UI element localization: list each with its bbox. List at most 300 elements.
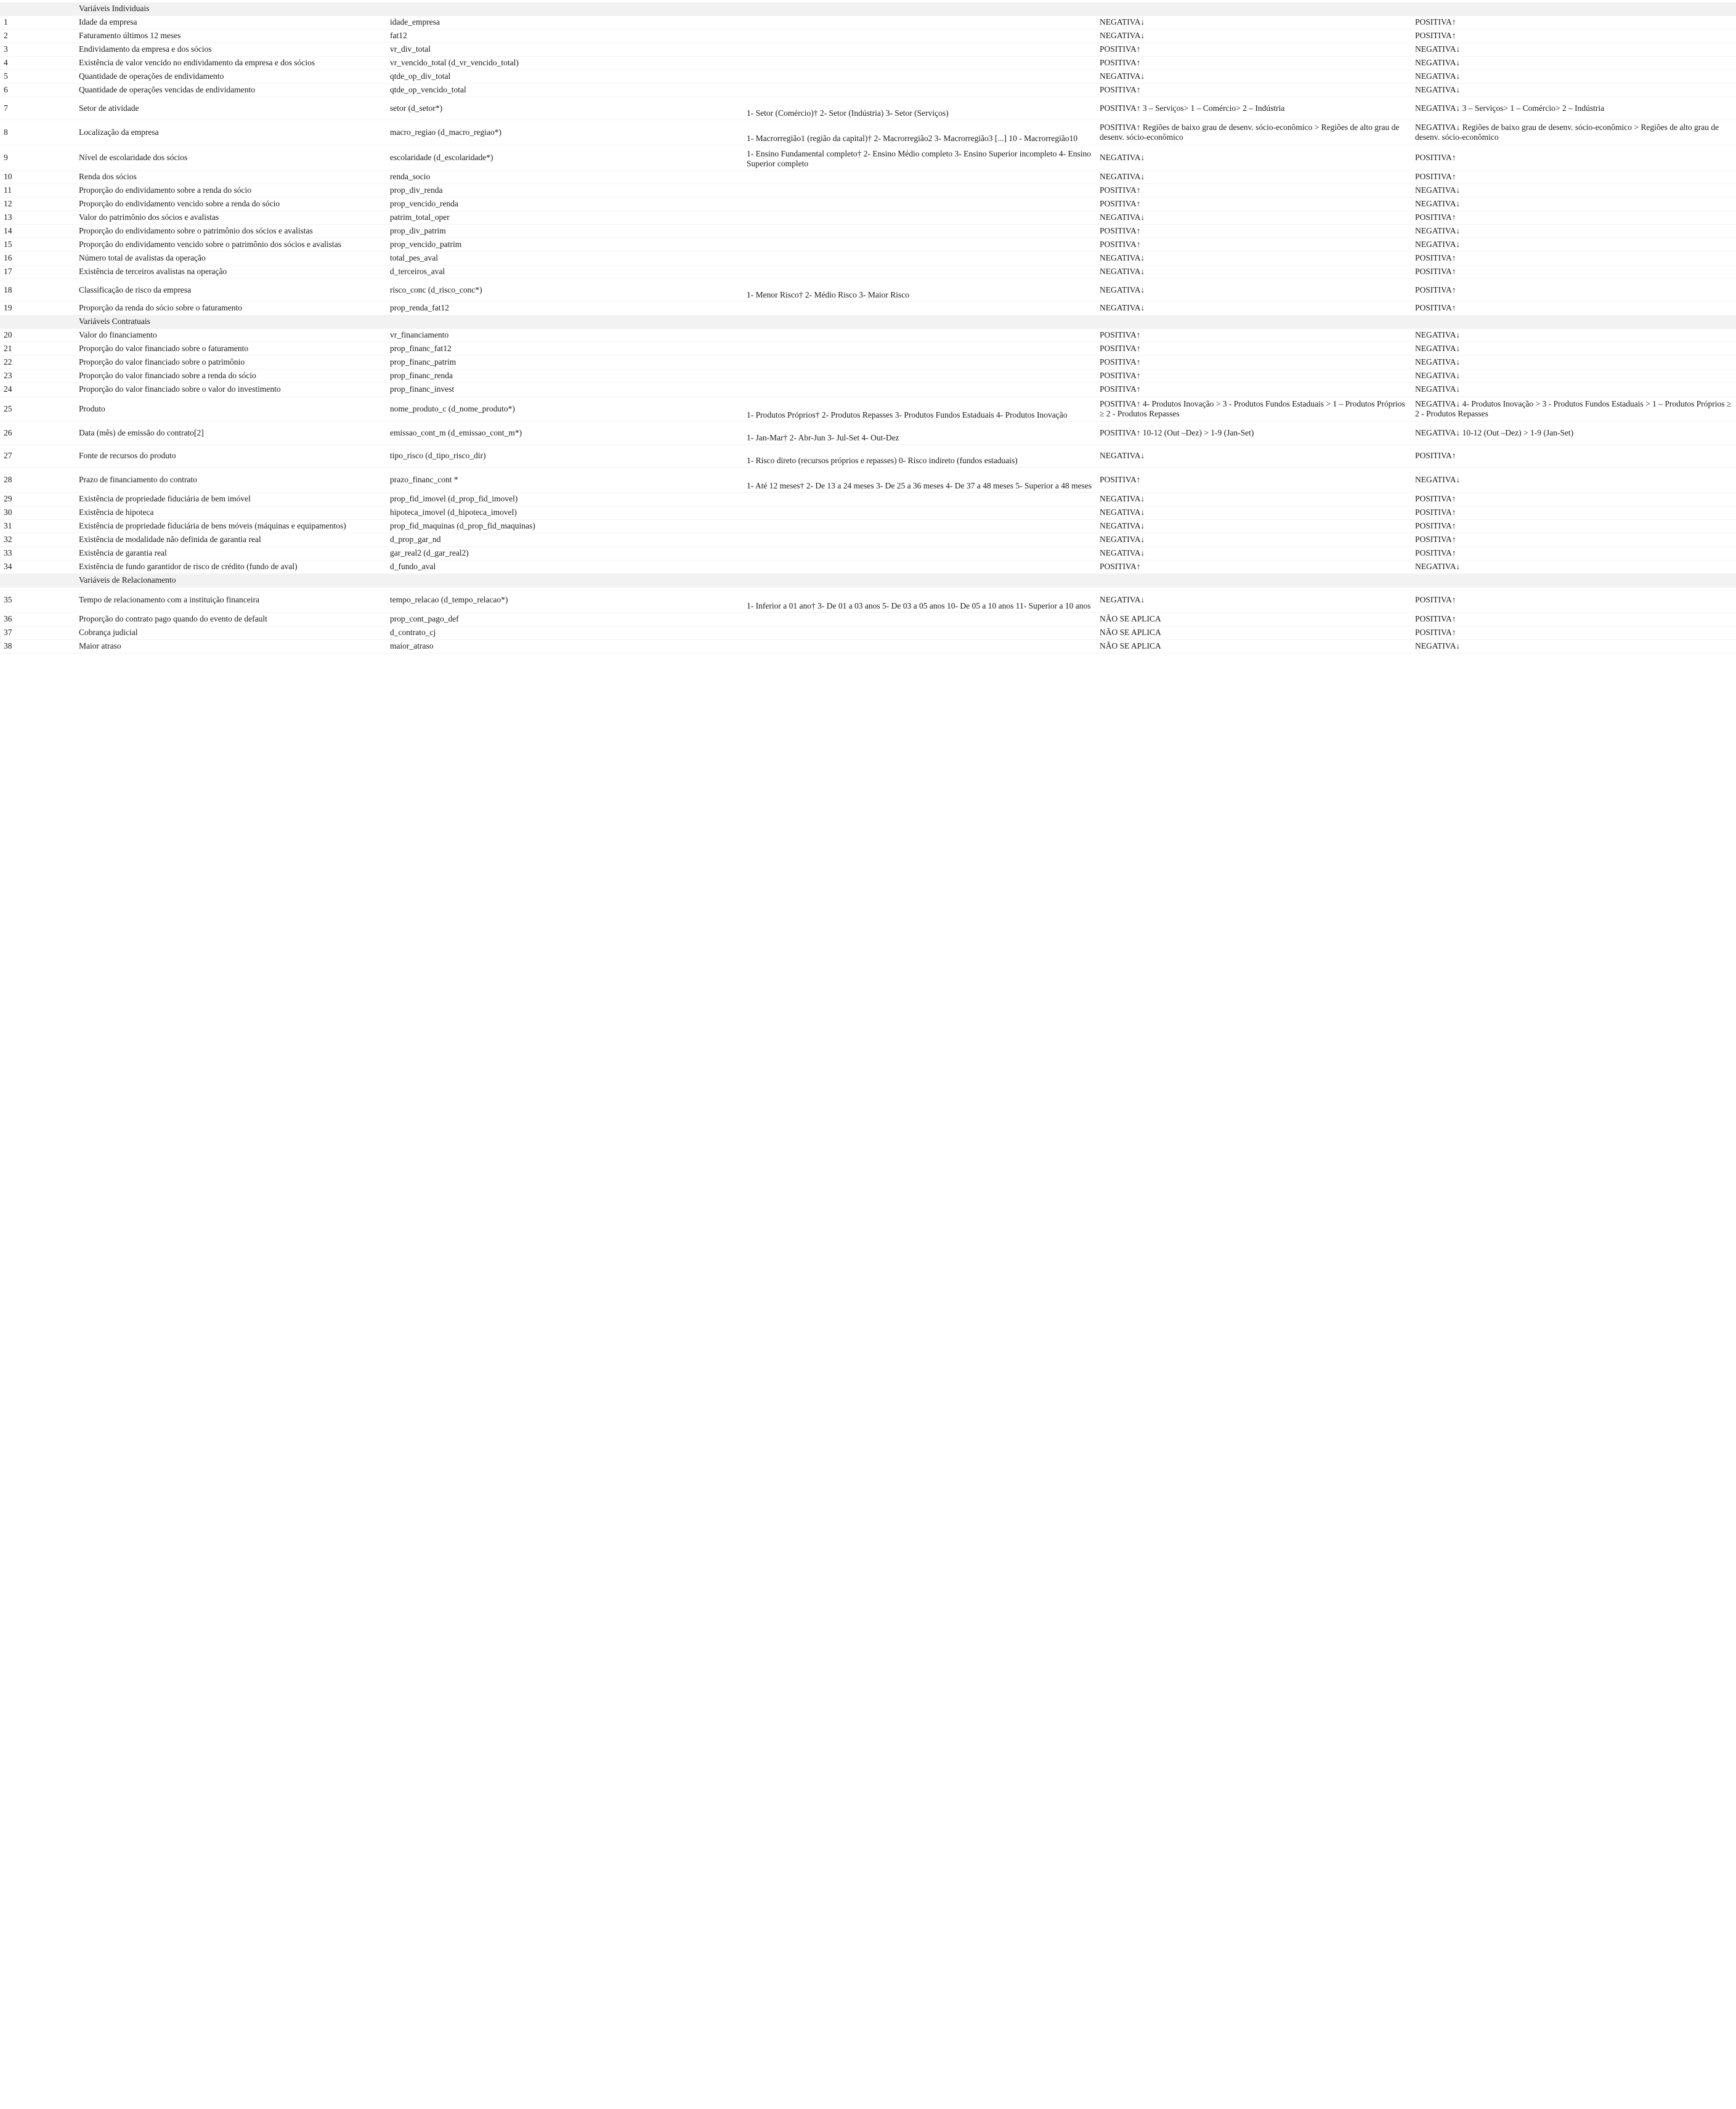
row-number-cell [0, 97, 75, 119]
table-row [0, 493, 1736, 506]
observed-relation-cell [1411, 422, 1736, 444]
table-row [0, 97, 1736, 120]
variable-name: prop_div_renda [390, 185, 443, 195]
variables-table [0, 2, 1736, 654]
observed-relation-cell [1411, 97, 1736, 119]
table-row [0, 198, 1736, 211]
variable-description-cell [75, 370, 386, 383]
row-number-cell [0, 342, 75, 355]
expected-relation-cell [1096, 43, 1411, 56]
variable-name-cell [386, 184, 743, 197]
table-row [0, 120, 1736, 145]
row-number: 17 [4, 267, 12, 276]
observed-relation-cell [1411, 613, 1736, 626]
variable-name: maior_atraso [390, 641, 434, 650]
row-number: 3 [4, 44, 8, 54]
observed-relation: NEGATIVA↓ [1415, 344, 1461, 353]
variable-description-cell [75, 422, 386, 444]
variable-name-cell [386, 506, 743, 519]
variable-name: idade_empresa [390, 17, 440, 26]
variable-name-cell [386, 225, 743, 238]
categories-cell [743, 547, 1096, 560]
row-number: 21 [4, 344, 12, 353]
expected-relation: POSITIVA↑ [1100, 199, 1141, 208]
table-row [0, 329, 1736, 342]
table-row [0, 238, 1736, 252]
row-number: 38 [4, 641, 12, 650]
expected-relation-cell [1096, 225, 1411, 238]
variable-name: prop_financ_patrim [390, 357, 456, 366]
variable-name-cell [386, 70, 743, 83]
observed-relation: POSITIVA↑ [1415, 521, 1456, 530]
table-row [0, 383, 1736, 397]
categories-cell [743, 252, 1096, 265]
expected-relation: NEGATIVA↓ [1100, 535, 1145, 544]
expected-relation: POSITIVA↑ [1100, 562, 1141, 571]
variable-name-cell [386, 171, 743, 184]
observed-relation-cell [1411, 493, 1736, 506]
variable-name: d_prop_gar_nd [390, 535, 441, 544]
row-number-cell [0, 370, 75, 383]
observed-relation-cell [1411, 302, 1736, 315]
variable-description-cell [75, 30, 386, 43]
variable-name-cell [386, 561, 743, 573]
observed-relation-cell [1411, 120, 1736, 145]
variable-description-cell [75, 445, 386, 467]
categories-cell [743, 225, 1096, 238]
categories-cell [743, 30, 1096, 43]
variable-name-cell [386, 97, 743, 119]
observed-relation: POSITIVA↑ [1415, 285, 1456, 294]
expected-relation: POSITIVA↑ 3 – Serviços> 1 – Comércio> 2 – Indústria [1100, 103, 1285, 113]
variable-description: Existência de fundo garantidor de risco de crédito (fundo de aval) [79, 562, 298, 571]
expected-relation-cell [1096, 397, 1411, 421]
expected-relation-cell [1096, 356, 1411, 369]
variable-description: Número total de avalistas da operação [79, 253, 206, 262]
variable-name: risco_conc (d_risco_conc*) [390, 285, 482, 294]
observed-relation: NEGATIVA↓ [1415, 641, 1461, 650]
categories-cell [743, 342, 1096, 355]
categories: 1- Até 12 meses† 2- De 13 a 24 meses 3- De 25 a 36 meses 4- De 37 a 48 meses 5- Superior a 48 meses [747, 481, 1092, 490]
variable-name: macro_regiao (d_macro_regiao*) [390, 128, 502, 137]
observed-relation: POSITIVA↑ [1415, 172, 1456, 181]
expected-relation: POSITIVA↑ [1100, 185, 1141, 195]
observed-relation: POSITIVA↑ [1415, 303, 1456, 312]
expected-relation: NEGATIVA↓ [1100, 521, 1145, 530]
expected-relation-cell [1096, 30, 1411, 43]
row-number-cell [0, 613, 75, 626]
variable-description-cell [75, 383, 386, 396]
observed-relation-cell [1411, 342, 1736, 355]
variable-name: vr_financiamento [390, 330, 449, 339]
expected-relation-cell [1096, 613, 1411, 626]
row-number-cell [0, 265, 75, 278]
row-number-cell [0, 397, 75, 421]
row-number: 27 [4, 451, 12, 460]
observed-relation-cell [1411, 16, 1736, 29]
observed-relation-cell [1411, 225, 1736, 238]
variable-name-cell [386, 533, 743, 546]
variable-description: Existência de propriedade fiduciária de bens móveis (máquinas e equipamentos) [79, 521, 346, 530]
variable-description-cell [75, 302, 386, 315]
expected-relation-cell [1096, 120, 1411, 145]
variable-name-cell [386, 279, 743, 301]
table-row [0, 520, 1736, 533]
variable-description: Valor do patrimônio dos sócios e avalistas [79, 213, 219, 222]
observed-relation-cell [1411, 252, 1736, 265]
categories-cell [743, 120, 1096, 145]
row-number: 4 [4, 58, 8, 67]
row-number-cell [0, 171, 75, 184]
row-number: 26 [4, 428, 12, 437]
variable-description: Tempo de relacionamento com a instituição financeira [79, 595, 259, 604]
variable-name-cell [386, 57, 743, 70]
categories: 1- Inferior a 01 ano† 3- De 01 a 03 anos 5- De 03 a 05 anos 10- De 05 a 10 anos 11- Superior a 10 anos [747, 601, 1091, 610]
categories-cell [743, 422, 1096, 444]
variable-name-cell [386, 302, 743, 315]
section-spacer [0, 2, 75, 15]
table-row [0, 70, 1736, 84]
variable-description-cell [75, 493, 386, 506]
row-number: 13 [4, 213, 12, 222]
expected-relation: NEGATIVA↓ [1100, 267, 1145, 276]
expected-relation: POSITIVA↑ [1100, 344, 1141, 353]
observed-relation: POSITIVA↑ [1415, 253, 1456, 262]
categories-cell [743, 238, 1096, 251]
variable-name: tipo_risco (d_tipo_risco_dir) [390, 451, 486, 460]
row-number-cell [0, 302, 75, 315]
expected-relation: NEGATIVA↓ [1100, 31, 1145, 40]
row-number-cell [0, 329, 75, 342]
categories-cell [743, 70, 1096, 83]
observed-relation: NEGATIVA↓ 10-12 (Out –Dez) > 1-9 (Jan-Set) [1415, 428, 1574, 437]
table-row [0, 84, 1736, 97]
row-number: 7 [4, 103, 8, 113]
variable-name: prop_vencido_patrim [390, 240, 462, 249]
variable-name: tempo_relacao (d_tempo_relacao*) [390, 595, 508, 604]
row-number: 10 [4, 172, 12, 181]
expected-relation-cell [1096, 506, 1411, 519]
expected-relation: POSITIVA↑ [1100, 58, 1141, 67]
categories-cell [743, 198, 1096, 211]
table-row [0, 265, 1736, 279]
observed-relation-cell [1411, 520, 1736, 533]
observed-relation-cell [1411, 145, 1736, 170]
expected-relation-cell [1096, 265, 1411, 278]
variable-name: prop_financ_fat12 [390, 344, 452, 353]
variable-name-cell [386, 383, 743, 396]
expected-relation: NEGATIVA↓ [1100, 253, 1145, 262]
observed-relation: NEGATIVA↓ [1415, 44, 1461, 54]
expected-relation-cell [1096, 198, 1411, 211]
observed-relation-cell [1411, 171, 1736, 184]
row-number-cell [0, 84, 75, 97]
section-header-row [0, 2, 1736, 16]
observed-relation: NEGATIVA↓ [1415, 226, 1461, 235]
variable-description-cell [75, 533, 386, 546]
variable-name-cell [386, 370, 743, 383]
expected-relation: POSITIVA↑ [1100, 330, 1141, 339]
observed-relation-cell [1411, 356, 1736, 369]
table-row [0, 640, 1736, 654]
variable-name-cell [386, 198, 743, 211]
variable-description: Quantidade de operações de endividamento [79, 71, 224, 81]
variable-description-cell [75, 342, 386, 355]
variable-description: Setor de atividade [79, 103, 139, 113]
variable-description: Proporção do endividamento vencido sobre a renda do sócio [79, 199, 280, 208]
expected-relation: NEGATIVA↓ [1100, 172, 1145, 181]
variable-description: Proporção da renda do sócio sobre o faturamento [79, 303, 243, 312]
variable-description-cell [75, 70, 386, 83]
expected-relation-cell [1096, 445, 1411, 467]
categories-cell [743, 383, 1096, 396]
variable-name-cell [386, 252, 743, 265]
variable-description: Existência de terceiros avalistas na operação [79, 267, 227, 276]
table-row [0, 43, 1736, 57]
expected-relation-cell [1096, 279, 1411, 301]
categories: 1- Menor Risco† 2- Médio Risco 3- Maior Risco [747, 290, 909, 299]
variable-name: qtde_op_div_total [390, 71, 451, 81]
row-number: 23 [4, 371, 12, 380]
row-number: 6 [4, 85, 8, 94]
table-row [0, 613, 1736, 626]
variable-description: Fonte de recursos do produto [79, 451, 176, 460]
variable-name: d_fundo_aval [390, 562, 436, 571]
row-number-cell [0, 626, 75, 639]
expected-relation-cell [1096, 468, 1411, 492]
expected-relation-cell [1096, 422, 1411, 444]
variable-name-cell [386, 422, 743, 444]
expected-relation: POSITIVA↑ 4- Produtos Inovação > 3 - Produtos Fundos Estaduais > 1 – Produtos Próprios ≥ 2 - Produtos Repasses [1100, 399, 1405, 418]
observed-relation-cell [1411, 30, 1736, 43]
variable-name-cell [386, 238, 743, 251]
categories: 1- Jan-Mar† 2- Abr-Jun 3- Jul-Set 4- Out-Dez [747, 433, 899, 442]
row-number: 34 [4, 562, 12, 571]
categories-cell [743, 329, 1096, 342]
observed-relation-cell [1411, 238, 1736, 251]
row-number: 24 [4, 384, 12, 394]
row-number: 11 [4, 185, 12, 195]
variable-description: Proporção do endividamento vencido sobre o patrimônio dos sócios e avalistas [79, 240, 341, 249]
variable-name: prop_renda_fat12 [390, 303, 449, 312]
section-title: Variáveis de Relacionamento [79, 575, 176, 585]
categories-cell [743, 468, 1096, 492]
categories-cell [743, 561, 1096, 573]
table-row [0, 356, 1736, 370]
observed-relation-cell [1411, 84, 1736, 97]
expected-relation-cell [1096, 84, 1411, 97]
variable-name: prop_financ_invest [390, 384, 455, 394]
variable-name-cell [386, 626, 743, 639]
expected-relation: NEGATIVA↓ [1100, 508, 1145, 517]
observed-relation-cell [1411, 397, 1736, 421]
categories-cell [743, 16, 1096, 29]
row-number-cell [0, 356, 75, 369]
categories: 1- Risco direto (recursos próprios e repasses) 0- Risco indireto (fundos estaduais) [747, 456, 1018, 465]
section-header-row [0, 315, 1736, 329]
variable-name-cell [386, 468, 743, 492]
variable-description-cell [75, 252, 386, 265]
variable-description: Maior atraso [79, 641, 121, 650]
categories-cell [743, 279, 1096, 301]
observed-relation: NEGATIVA↓ [1415, 475, 1461, 484]
row-number-cell [0, 238, 75, 251]
variable-description: Faturamento últimos 12 meses [79, 31, 181, 40]
variable-name-cell [386, 640, 743, 653]
observed-relation: POSITIVA↑ [1415, 494, 1456, 503]
expected-relation-cell [1096, 342, 1411, 355]
variable-description: Proporção do contrato pago quando do evento de default [79, 614, 267, 623]
observed-relation: POSITIVA↑ [1415, 548, 1456, 557]
observed-relation: NEGATIVA↓ [1415, 357, 1461, 366]
row-number-cell [0, 493, 75, 506]
variable-name: d_terceiros_aval [390, 267, 445, 276]
table-row [0, 397, 1736, 422]
variable-name: vr_vencido_total (d_vr_vencido_total) [390, 58, 519, 67]
variable-description: Proporção do endividamento sobre o patrimônio dos sócios e avalistas [79, 226, 313, 235]
row-number-cell [0, 198, 75, 211]
table-row [0, 225, 1736, 238]
row-number-cell [0, 184, 75, 197]
variable-name-cell [386, 145, 743, 170]
expected-relation-cell [1096, 302, 1411, 315]
row-number-cell [0, 70, 75, 83]
row-number-cell [0, 588, 75, 612]
variable-name-cell [386, 265, 743, 278]
observed-relation: NEGATIVA↓ [1415, 71, 1461, 81]
variable-description: Existência de propriedade fiduciária de bem imóvel [79, 494, 251, 503]
observed-relation: NEGATIVA↓ [1415, 199, 1461, 208]
variable-description-cell [75, 84, 386, 97]
variable-name: gar_real2 (d_gar_real2) [390, 548, 469, 557]
categories-cell [743, 520, 1096, 533]
variable-name: total_pes_aval [390, 253, 438, 262]
categories-cell [743, 97, 1096, 119]
variable-description-cell [75, 43, 386, 56]
variable-description: Nível de escolaridade dos sócios [79, 153, 188, 162]
observed-relation: POSITIVA↑ [1415, 153, 1456, 162]
observed-relation-cell [1411, 329, 1736, 342]
expected-relation: NEGATIVA↓ [1100, 17, 1145, 26]
variable-description-cell [75, 279, 386, 301]
variable-description-cell [75, 356, 386, 369]
row-number-cell [0, 468, 75, 492]
row-number-cell [0, 57, 75, 70]
variable-name-cell [386, 613, 743, 626]
observed-relation-cell [1411, 70, 1736, 83]
variable-description: Prazo de financiamento do contrato [79, 475, 197, 484]
row-number-cell [0, 520, 75, 533]
row-number: 28 [4, 475, 12, 484]
expected-relation-cell [1096, 626, 1411, 639]
variable-name: prop_fid_imovel (d_prop_fid_imovel) [390, 494, 518, 503]
observed-relation: POSITIVA↑ [1415, 451, 1456, 460]
variable-name-cell [386, 547, 743, 560]
observed-relation: POSITIVA↑ [1415, 614, 1456, 623]
expected-relation-cell [1096, 252, 1411, 265]
categories: 1- Ensino Fundamental completo† 2- Ensino Médio completo 3- Ensino Superior incompleto 4- Ensino Superior completo [747, 149, 1092, 168]
observed-relation-cell [1411, 468, 1736, 492]
variable-description: Valor do financiamento [79, 330, 157, 339]
expected-relation-cell [1096, 97, 1411, 119]
expected-relation-cell [1096, 211, 1411, 224]
variable-name: escolaridade (d_escolaridade*) [390, 153, 493, 162]
table-row [0, 445, 1736, 468]
section-title: Variáveis Individuais [79, 4, 150, 13]
observed-relation-cell [1411, 211, 1736, 224]
variable-description-cell [75, 211, 386, 224]
expected-relation-cell [1096, 16, 1411, 29]
table-row [0, 252, 1736, 265]
row-number: 5 [4, 71, 8, 81]
table-row [0, 57, 1736, 70]
observed-relation: NEGATIVA↓ [1415, 371, 1461, 380]
variable-description-cell [75, 120, 386, 145]
observed-relation: NEGATIVA↓ 3 – Serviços> 1 – Comércio> 2 – Indústria [1415, 103, 1605, 113]
expected-relation: POSITIVA↑ [1100, 357, 1141, 366]
row-number: 8 [4, 128, 8, 137]
variable-name-cell [386, 30, 743, 43]
row-number-cell [0, 547, 75, 560]
variable-description: Idade da empresa [79, 17, 137, 26]
observed-relation: POSITIVA↑ [1415, 535, 1456, 544]
variable-description: Localização da empresa [79, 128, 159, 137]
table-row [0, 342, 1736, 356]
categories-cell [743, 613, 1096, 626]
variable-description: Existência de garantia real [79, 548, 167, 557]
variable-description: Proporção do endividamento sobre a renda do sócio [79, 185, 252, 195]
expected-relation: POSITIVA↑ [1100, 44, 1141, 54]
row-number: 25 [4, 404, 12, 413]
expected-relation-cell [1096, 370, 1411, 383]
categories-cell [743, 57, 1096, 70]
observed-relation: POSITIVA↑ [1415, 31, 1456, 40]
variable-description-cell [75, 57, 386, 70]
expected-relation: POSITIVA↑ [1100, 85, 1141, 94]
variable-description: Proporção do valor financiado sobre a renda do sócio [79, 371, 256, 380]
variable-description-cell [75, 588, 386, 612]
variable-description-cell [75, 16, 386, 29]
categories-cell [743, 84, 1096, 97]
variable-description-cell [75, 561, 386, 573]
section-title: Variáveis Contratuais [79, 317, 150, 326]
expected-relation-cell [1096, 561, 1411, 573]
expected-relation: NEGATIVA↓ [1100, 548, 1145, 557]
expected-relation-cell [1096, 533, 1411, 546]
section-spacer [0, 574, 75, 587]
expected-relation-cell [1096, 145, 1411, 170]
observed-relation-cell [1411, 588, 1736, 612]
observed-relation: POSITIVA↑ [1415, 213, 1456, 222]
variable-name-cell [386, 120, 743, 145]
categories-cell [743, 370, 1096, 383]
variable-description-cell [75, 329, 386, 342]
categories-cell [743, 302, 1096, 315]
expected-relation: NEGATIVA↓ [1100, 213, 1145, 222]
observed-relation-cell [1411, 547, 1736, 560]
expected-relation: NEGATIVA↓ [1100, 595, 1145, 604]
row-number: 22 [4, 357, 12, 366]
expected-relation-cell [1096, 588, 1411, 612]
expected-relation: POSITIVA↑ [1100, 475, 1141, 484]
variable-description: Proporção do valor financiado sobre o faturamento [79, 344, 249, 353]
variable-name: prop_fid_maquinas (d_prop_fid_maquinas) [390, 521, 535, 530]
variable-description: Produto [79, 404, 105, 413]
variable-name: nome_produto_c (d_nome_produto*) [390, 404, 515, 413]
table-row [0, 302, 1736, 315]
section-spacer [0, 315, 75, 328]
variable-name: prop_vencido_renda [390, 199, 458, 208]
